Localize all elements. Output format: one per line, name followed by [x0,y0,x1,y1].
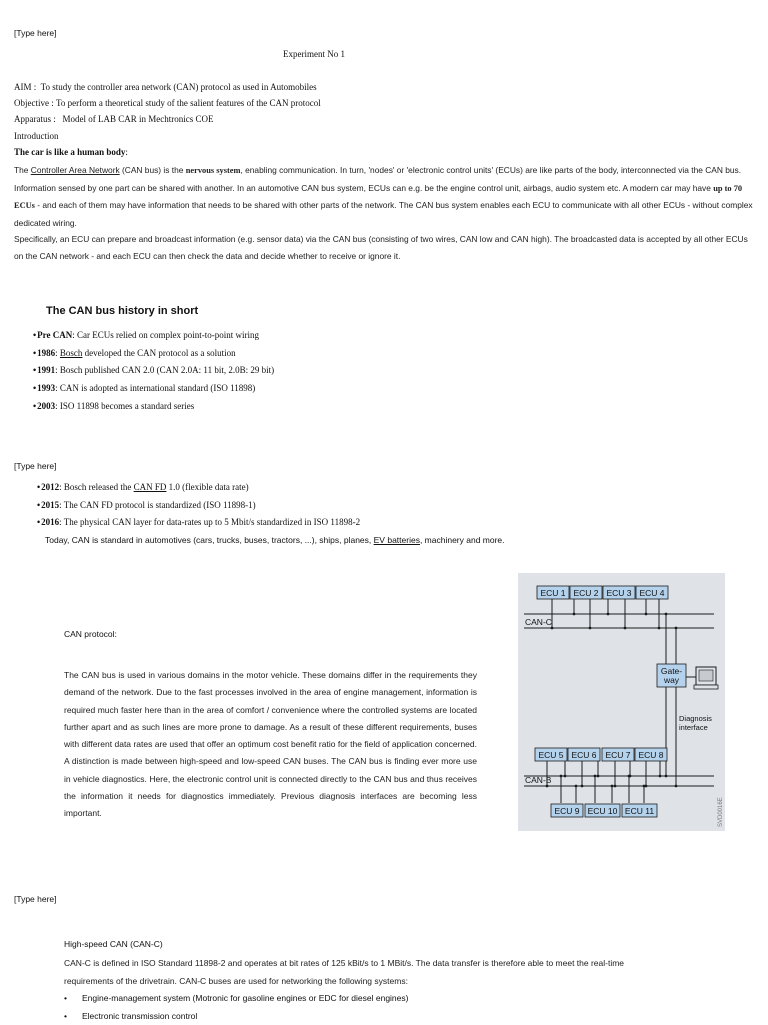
objective-label: Objective [14,98,49,108]
diagram-background [518,573,725,831]
bosch-link[interactable]: Bosch [60,348,83,358]
aim-text: To study the controller area network (CAN) protocol as used in Automobiles [41,82,317,92]
apparatus-line: Apparatus : Model of LAB CAR in Mechtronics COE [14,114,214,124]
ecu-label: ECU 10 [588,806,618,816]
diagnosis-label: interface [679,723,708,732]
ecu-label: ECU 6 [571,750,596,760]
ecu-label: ECU 11 [625,806,654,816]
diagnosis-label: Diagnosis [679,714,712,723]
highspeed-paragraph: CAN-C is defined in ISO Standard 11898-2 and operates at bit rates of 125 kBit/s to 1 MBit/s. The data transfer is therefore able to meet the real-time requirements of the drivetrain. CAN-C buses are used for networking the following systems: [64,954,664,990]
header-placeholder: [Type here] [14,461,57,471]
history-item: • 2003: ISO 11898 becomes a standard series [33,398,274,416]
controller-area-network-link[interactable]: Controller Area Network [31,165,120,175]
history-list [33,327,274,415]
diagnosis-interface-icon [694,667,718,689]
systems-list [64,990,408,1025]
history-item: • 2016: The physical CAN layer for data-rates up to 5 Mbit/s standardized in ISO 11898-2 [37,514,360,532]
ecu-label: ECU 3 [606,588,631,598]
header-placeholder: [Type here] [14,28,57,38]
list-item: • Engine-management system (Motronic for gasoline engines or EDC for diesel engines) [64,990,408,1008]
highspeed-heading: High-speed CAN (CAN-C) [64,939,163,949]
history-item: • Pre CAN: Car ECUs relied on complex point-to-point wiring [33,327,274,345]
history-item: • 2015: The CAN FD protocol is standardized (ISO 11898-1) [37,497,360,515]
history-item: • 1991: Bosch published CAN 2.0 (CAN 2.0A: 11 bit, 2.0B: 29 bit) [33,362,274,380]
ecu-label: ECU 9 [554,806,579,816]
gateway-label: way [663,675,680,685]
can-protocol-paragraph: The CAN bus is used in various domains in the motor vehicle. These domains differ in the requirements they demand of the network. Due to the fast processes involved in the area of engine management, information is required much faster here than in the area of comfort / convenience where the controlled systems are located further apart and as such lines are more prone to damage. As a result of these different requirements, buses with different data rates are used that offer an optimum cost benefit ratio for the field of application concerned. A distinction is made between high-speed and low-speed CAN buses. The CAN bus is finding ever more use in vehicle diagnostics. Here, the electronic control unit is connected directly to the CAN bus and thus receives the information it needs for diagnostics immediately. Previous diagnosis interfaces are becoming less important. [64,667,477,823]
bus-label-can-c: CAN-C [525,617,552,627]
history-item: • 2012: Bosch released the CAN FD 1.0 (flexible data rate) [37,479,360,497]
ev-batteries-link[interactable]: EV batteries [374,535,420,545]
ecu-label: ECU 8 [638,750,663,760]
page-title: Experiment No 1 [0,49,628,59]
can-network-diagram [518,573,725,831]
diagram-code: SVD0016E [718,797,724,827]
gateway-label: Gate- [661,666,682,676]
bus-label-can-b: CAN-B [525,775,552,785]
can-protocol-heading: CAN protocol: [64,629,117,639]
history-item: • 1986: Bosch developed the CAN protocol as a solution [33,345,274,363]
objective-line: Objective : To perform a theoretical study of the salient features of the CAN protocol [14,98,321,108]
ecu-label: ECU 2 [573,588,598,598]
body-heading: The car is like a human body: [14,147,128,157]
ecu-label: ECU 4 [639,588,664,598]
aim-line: AIM : To study the controller area network (CAN) protocol as used in Automobiles [14,82,317,92]
list-item: • Electronic transmission control [64,1008,408,1025]
header-placeholder: [Type here] [14,894,57,904]
history-list-continued [37,479,360,532]
apparatus-label: Apparatus [14,114,51,124]
ecu-label: ECU 7 [605,750,630,760]
objective-text: To perform a theoretical study of the salient features of the CAN protocol [56,98,321,108]
history-heading: The CAN bus history in short [46,305,198,317]
history-item: • 1993: CAN is adopted as international standard (ISO 11898) [33,380,274,398]
aim-label: AIM [14,82,32,92]
introduction-heading: Introduction [14,131,59,141]
ecu-label: ECU 5 [538,750,563,760]
ecu-label: ECU 1 [540,588,565,598]
today-line: Today, CAN is standard in automotives (cars, trucks, buses, tractors, ...), ships, planes, EV batteries, machinery and more. [45,535,505,545]
apparatus-text: Model of LAB CAR in Mechtronics COE [63,114,214,124]
intro-paragraph: The Controller Area Network (CAN bus) is the nervous system, enabling communication. In turn, 'nodes' or 'electronic control units' (ECUs) are like parts of the body, interconnected via the CAN bus. Information sensed by one part can be shared with another. In an automotive CAN bus system, ECUs can e.g. be the engine control unit, airbags, audio system etc. A modern car may have up to 70 ECUs - and each of them may have information that needs to be shared with other parts of the network. The CAN bus system enables each ECU to communicate with all other ECUs - without complex dedicated wiring. Specifically, an ECU can prepare and broadcast information (e.g. sensor data) via the CAN bus (consisting of two wires, CAN low and CAN high). The broadcasted data is accepted by all other ECUs on the CAN network - and each ECU can then check the data and decide whether to receive or ignore it. [14,162,754,264]
can-fd-link[interactable]: CAN FD [134,482,167,492]
